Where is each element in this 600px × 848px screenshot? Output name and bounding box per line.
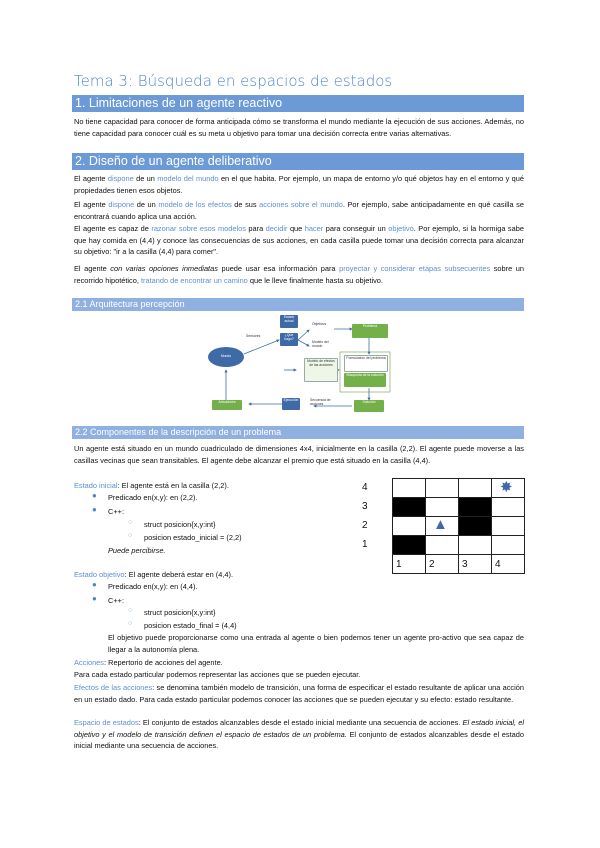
espacio-paragraph: Espacio de estados: El conjunto de estados alcanzables desde el estado inicial mediante una secuencia de acciones. El estado inicial, el objetivo y el modelo de transición definen el espacio de estados de un problema. El conjunto de estados alcanzables desde el estado inicial mediante una secuencia de acciones.: [74, 718, 524, 751]
bullet-dot: ●: [92, 505, 97, 514]
problema-box: Problema: [352, 324, 388, 338]
section-1-paragraph: No tiene capacidad para conocer de forma anticipada cómo se transforma el mundo mediante la ejecución de sus acciones. Además, no tiene capacidad para conocer cuál es su meta u objetivo para tomar una decisión correcta entre varias alternativas.: [74, 117, 524, 138]
prize-icon: ✸: [500, 479, 513, 496]
grid-cell: [392, 478, 426, 498]
objetivos-label: Objetivos: [312, 322, 327, 326]
grid-cell-wall: [392, 497, 426, 517]
row-label-2: 2: [362, 520, 368, 531]
row-label-1: 1: [362, 539, 368, 550]
formulacion-box: Formulación del problema: [344, 355, 388, 372]
grid-cell: [491, 516, 525, 536]
architecture-diagram: [204, 314, 394, 420]
eo-note: El objetivo puede proporcionarse como una entrada al agente o bien podemos tener un agente pro-activo que sea capaz de llegar a la autonomía plena.: [108, 633, 524, 654]
estado-actual-box: Estado actual: [280, 315, 298, 328]
section-1-heading: 1. Limitaciones de un agente reactivo: [72, 95, 524, 112]
grid-cell: [491, 535, 525, 555]
grid-cell: [392, 516, 426, 536]
ei-bullet-1: Predicado en(x,y): en (2,2).: [108, 493, 198, 502]
col-label-2: 2: [429, 559, 435, 570]
bullet-dot: ●: [92, 594, 97, 603]
solucion-box: Solución: [354, 400, 384, 412]
modelo-efectos-box: Modelo de efectos de las acciones: [304, 358, 338, 382]
eo-bullet-2: C++:: [108, 596, 125, 605]
acciones-line: Acciones: Repertorio de acciones del agente.: [74, 658, 223, 667]
que-hago-box: ¿Qué hago?: [280, 333, 298, 346]
actuadores-box: Actuadores: [212, 400, 242, 410]
col-label-3: 3: [462, 559, 468, 570]
row-label-3: 3: [362, 501, 368, 512]
grid-cell-wall: [458, 497, 492, 517]
section-2-2-intro: Un agente está situado en un mundo cuadriculado de dimensiones 4x4, inicialmente en la casilla (2,2). El agente puede moverse a las casillas vecinas que sean transitables. El agente debe alcanzar el premio que está situado en la casilla (4,4).: [74, 444, 524, 465]
ei-note: Puede percibirse.: [108, 546, 166, 555]
eo-code-2: posicion estado_final = (4,4): [144, 621, 237, 630]
page-title: Tema 3: Búsqueda en espacios de estados: [74, 72, 393, 90]
eo-code-1: struct posicion{x,y:int}: [144, 608, 216, 617]
secuencia-label: Secuencia de acciones: [310, 398, 331, 406]
grid-cell: [458, 478, 492, 498]
section-2-paragraph-1: El agente dispone de un modelo del mundo en el que habita. Por ejemplo, un mapa de entorno y/o qué objetos hay en el entorno y qué propiedades tienen esos objetos.: [74, 174, 524, 195]
modelo-label: Modelo del mundo: [312, 340, 329, 348]
bullet-ring: ○: [128, 519, 133, 526]
grid-cell: [491, 497, 525, 517]
section-2-2-heading: 2.2 Componentes de la descripción de un problema: [72, 426, 524, 439]
ejecucion-box: Ejecución: [282, 398, 300, 410]
agent-icon: ▲: [433, 516, 448, 533]
estado-objetivo-line: Estado objetivo: El agente deberá estar en (4,4).: [74, 570, 234, 579]
busqueda-box: Búsqueda de la solución: [344, 373, 386, 387]
estado-inicial-line: Estado inicial: El agente está en la casilla (2,2).: [74, 481, 229, 490]
ei-code-2: posicion estado_inicial = (2,2): [144, 533, 242, 542]
section-2-paragraph-4: El agente con varias opciones inmediatas puede usar esa información para proyectar y considerar etapas subsecuentes sobre un recorrido hipotético, tratando de encontrar un camino que le lleve finalmente hasta su objetivo.: [74, 264, 524, 285]
section-2-1-heading: 2.1 Arquitectura percepción: [72, 298, 524, 311]
section-2-paragraph-3: El agente es capaz de razonar sobre esos modelos para decidir que hacer para conseguir un objetivo. Por ejemplo, si la hormiga sabe que hay comida en (4,4) y conoce las consecuencias de sus acciones, en cada casilla puede tomar una decisión correcta para alcanzar su objetivo: "ir a la casilla (4,4) para comer".: [74, 224, 524, 257]
section-2-heading: 2. Diseño de un agente deliberativo: [72, 153, 524, 170]
grid-cell: [425, 535, 459, 555]
bullet-ring: ○: [128, 607, 133, 614]
ei-code-1: struct posicion{x,y:int}: [144, 520, 216, 529]
bullet-ring: ○: [128, 532, 133, 539]
grid-cell: [458, 535, 492, 555]
grid-cell: [425, 478, 459, 498]
bullet-dot: ●: [92, 580, 97, 589]
bullet-ring: ○: [128, 620, 133, 627]
grid-cell-wall: [458, 516, 492, 536]
bullet-dot: ●: [92, 491, 97, 500]
grid-cell-wall: [392, 535, 426, 555]
acciones-paragraph: Para cada estado particular podemos representar las acciones que se pueden ejecutar.: [74, 670, 361, 679]
col-label-4: 4: [495, 559, 501, 570]
ei-bullet-2: C++:: [108, 507, 125, 516]
sensores-label: Sensores: [246, 334, 261, 338]
row-label-4: 4: [362, 482, 368, 493]
mundo-label: Mundo: [220, 354, 232, 358]
efectos-paragraph: Efectos de las acciones: se denomina también modelo de transición, una forma de especificar el estado resultante de aplicar una acción en un estado dado. Para cada estado particular podemos conocer las acciones que se pueden ejecutar y su efecto: estado resultante.: [74, 683, 524, 704]
grid-cell: [425, 497, 459, 517]
eo-bullet-1: Predicado en(x,y): en (4,4).: [108, 582, 198, 591]
section-2-paragraph-2: El agente dispone de un modelo de los efectos de sus acciones sobre el mundo. Por ejemplo, sabe anticipadamente en qué casilla se encontrará cuando aplica una acción.: [74, 200, 524, 221]
col-label-1: 1: [396, 559, 402, 570]
